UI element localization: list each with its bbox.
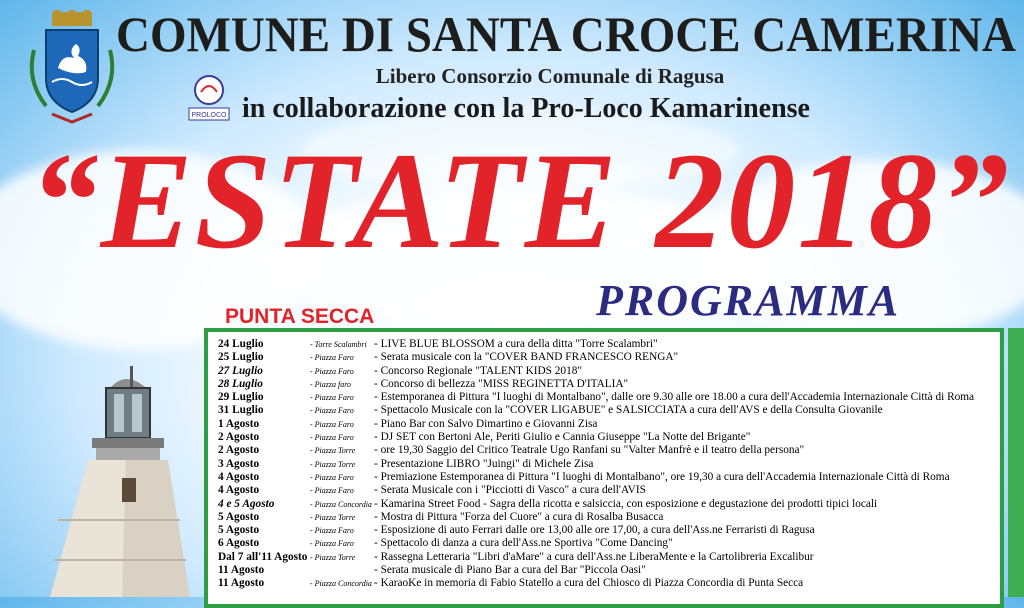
event-description: - LIVE BLUE BLOSSOM a cura della ditta "Torre Scalambri"	[374, 338, 658, 350]
event-place: - Piazza Torre	[310, 459, 356, 469]
event-place: - Piazza Faro	[310, 366, 354, 376]
event-date: 29 Luglio	[218, 391, 264, 404]
proloco-logo-text: PROLOCO	[191, 112, 227, 119]
municipality-title: COMUNE DI SANTA CROCE CAMERINA	[116, 7, 1016, 63]
event-date: 5 Agosto	[218, 524, 260, 537]
event-place: - Piazza Concordia	[310, 499, 372, 509]
event-date: 4 Agosto	[218, 484, 260, 497]
event-place: - Piazza Torre	[310, 552, 356, 562]
event-description: - KaraoKe in memoria di Fabio Statello a cura del Chiosco di Piazza Concordia di Punta Secca	[374, 577, 804, 590]
event-row	[218, 431, 1004, 444]
lighthouse-icon	[30, 360, 210, 597]
consortium-subtitle: Libero Consorzio Comunale di Ragusa	[375, 64, 725, 88]
event-row	[218, 484, 1004, 497]
event-date: Dal 7 all'11 Agosto	[218, 550, 308, 563]
event-place: - Piazza Faro	[310, 526, 354, 536]
event-row	[218, 511, 1004, 524]
event-row	[218, 378, 1004, 391]
event-place: - Piazza Torre	[310, 446, 356, 456]
event-description: - Kamarina Street Food - Sagra della ricotta e salsiccia, con esposizione e degustazione dei prodotti tipici locali	[374, 497, 878, 510]
event-description: - Estemporanea di Pittura "I luoghi di Montalbano", dalle ore 9.30 alle ore 18.00 a cura dell'Accademia Internazionale Città di Roma	[374, 391, 975, 404]
event-row	[218, 537, 1004, 550]
event-description: - Spettacolo di danza a cura dell'Ass.ne Sportiva "Come Dancing"	[374, 537, 673, 550]
event-date: 2 Agosto	[218, 431, 260, 444]
event-place: - Piazza Faro	[310, 433, 354, 443]
event-place: - Piazza Faro	[310, 353, 354, 363]
event-place: - Piazza Faro	[310, 539, 354, 549]
event-row	[218, 365, 1004, 378]
event-place: - Torre Scalambri	[310, 340, 367, 349]
event-date: 4 Agosto	[218, 470, 260, 483]
event-description: - Premiazione Estemporanea di Pittura "I luoghi di Montalbano", ore 19,30 a cura dell'Accademia Internazionale Città di Roma	[374, 470, 950, 483]
event-description: - Presentazione LIBRO "Juingi" di Michele Zisa	[374, 457, 594, 470]
event-row	[218, 391, 1004, 404]
event-date: 1 Agosto	[218, 417, 260, 430]
event-row	[218, 471, 1004, 484]
event-row	[218, 458, 1004, 471]
events-list	[218, 338, 1004, 591]
event-place: - Piazza Concordia	[310, 579, 372, 589]
event-description: - Serata musicale di Piano Bar a cura del Bar "Piccola Oasi"	[374, 564, 646, 577]
event-description: - Serata Musicale con i "Picciotti di Vasco" a cura dell'AVIS	[374, 484, 646, 497]
event-description: - Serata musicale con la "COVER BAND FRANCESCO RENGA"	[374, 351, 679, 364]
event-description: - DJ SET con Bertoni Ale, Periti Giulio e Cannia Giuseppe "La Notte del Brigante"	[374, 431, 751, 444]
event-date: 31 Luglio	[218, 404, 264, 417]
event-place: - Piazza Faro	[310, 406, 354, 416]
event-place: - Piazza faro	[310, 379, 352, 389]
event-row	[218, 498, 1004, 511]
event-description: - Rassegna Letteraria "Libri d'aMare" a cura dell'Ass.ne LiberaMente e la Cartolibreria Excalibur	[374, 550, 814, 563]
event-date: 27 Luglio	[218, 364, 263, 377]
event-row	[218, 404, 1004, 417]
event-row	[218, 418, 1004, 431]
event-date: 11 Agosto	[218, 577, 265, 590]
proloco-logo-icon	[183, 72, 235, 124]
decorative-strip	[1008, 328, 1024, 597]
event-description: - Piano Bar con Salvo Dimartino e Giovanni Zisa	[374, 417, 598, 430]
event-description: - Spettacolo Musicale con la "COVER LIGABUE" e SALSICCIATA a cura dell'AVS e della Consulta Giovanile	[374, 404, 883, 417]
event-row	[218, 551, 1004, 564]
event-row	[218, 351, 1004, 364]
event-row	[218, 564, 1004, 577]
event-description: - Mostra di Pittura "Forza del Cuore" a cura di Rosalba Busacca	[374, 510, 664, 523]
event-row	[218, 444, 1004, 457]
event-date: 11 Agosto	[218, 564, 265, 577]
event-date: 6 Agosto	[218, 537, 260, 550]
event-title: “ESTATE 2018”	[29, 124, 1011, 277]
event-place: - Piazza Faro	[310, 472, 354, 482]
event-place: - Piazza Torre	[310, 512, 356, 522]
collaboration-line: in collaborazione con la Pro-Loco Kamarinense	[242, 93, 810, 124]
programma-heading: PROGRAMMA	[596, 276, 901, 325]
event-row	[218, 577, 1004, 590]
section-heading: PUNTA SECCA	[225, 305, 375, 328]
event-row	[218, 524, 1004, 537]
event-row	[218, 338, 1004, 351]
program-box	[204, 328, 1004, 608]
event-place: - Piazza Faro	[310, 486, 354, 496]
event-place: - Piazza Faro	[310, 393, 354, 403]
event-description: - Concorso Regionale "TALENT KIDS 2018"	[374, 364, 582, 377]
event-date: 24 Luglio	[218, 338, 264, 350]
municipal-crest-icon	[22, 10, 122, 130]
event-date: 28 Luglio	[218, 377, 263, 390]
event-description: - Esposizione di auto Ferrari dalle ore 13,00 alle ore 17,00, a cura dell'Ass.ne Ferraristi di Ragusa	[374, 524, 815, 537]
event-place: - Piazza Faro	[310, 419, 354, 429]
event-date: 2 Agosto	[218, 444, 260, 457]
event-date: 4 e 5 Agosto	[218, 497, 275, 510]
event-date: 5 Agosto	[218, 510, 260, 523]
event-date: 25 Luglio	[218, 351, 264, 364]
event-description: - ore 19,30 Saggio del Critico Teatrale Ugo Ranfani su "Valter Manfrè e il teatro della persona"	[374, 444, 805, 457]
event-description: - Concorso di bellezza "MISS REGINETTA D'ITALIA"	[374, 377, 629, 390]
event-date: 3 Agosto	[218, 457, 260, 470]
